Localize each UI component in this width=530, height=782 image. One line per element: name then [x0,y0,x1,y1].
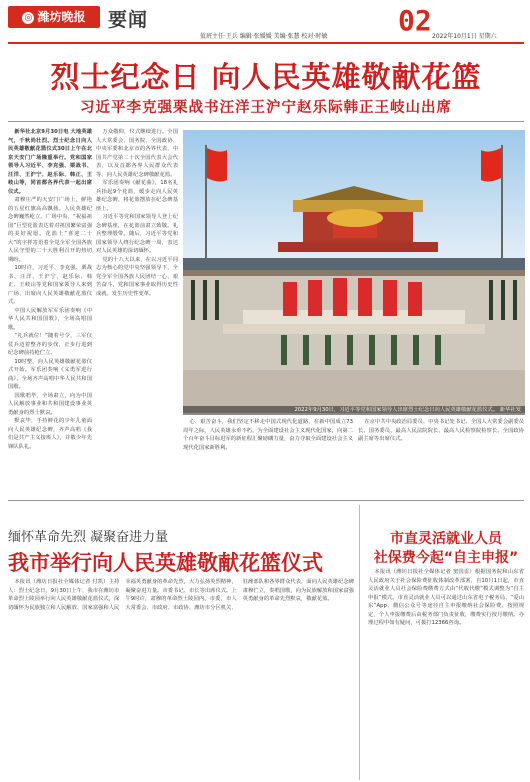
story-paragraph: 中国人民解放军军乐团奏响《中华人民共和国国歌》，全场高唱国歌。 [8,307,92,331]
story-paragraph: 10时许，习近平、李克强、栗战书、汪洋、王沪宁、赵乐际、韩正、王岐山等党和国家领导人来到广场，出席向人民英雄敬献花篮仪式。 [8,265,92,305]
story-paragraph: 10时整，向人民英雄敬献花篮仪式开始。军乐团奏响《义勇军进行曲》，全场齐声高唱中华人民共和国国歌。 [8,358,92,390]
ceremony-photo-illustration [183,130,525,413]
story-paragraph: 肃穆庄严的天安门广场上，鲜艳的五星红旗高高飘扬。人民英雄纪念碑巍然屹立。广场中央，“祝福祖国”巨型花篮表达着对祖国繁荣富强的美好祝愿。花篮上“喜迎二十大”的字样寄语着全党全军全国各族人民守望的二十大胜利召开的热切期盼。 [8,197,92,263]
story-paragraph: 万众敬仰，仪式继续进行。全国人大常委会、国务院、全国政协、中央军委和北京市的各界代表，中国共产党第二十次全国代表大会代表，以及首都各界人民群众代表等，向人民英雄纪念碑敬献花篮。 [96,129,178,178]
second-story-kicker: 缅怀革命先烈 凝聚奋进力量 [8,530,169,545]
masthead [0,0,530,40]
main-headline: 烈士纪念日 向人民英雄敬献花篮 [50,60,482,94]
editors-line: 值班主任·王兵 编辑·张媛媛 美编·张慧 校对·时敏 [200,33,328,40]
lead-paragraph: 新华社北京9月30日电 大地英雄气，千秋尚壮烈。烈士纪念日向人民英雄敬献花篮仪式30日上午在北京天安门广场隆重举行。党和国家领导人习近平、李克强、栗战书、汪洋、王沪宁、赵乐际、韩正、王岐山等，同首都各界代表一起出席仪式。 [8,129,92,195]
story-paragraph: “礼兵就位！”随着号令，三军仪仗兵迈着整齐的步伐，正步行进到纪念碑前持枪伫立。 [8,333,92,356]
lead-story-column-1 [8,128,92,496]
story-paragraph: 在京中共中央政治局委员、中央书记处书记、全国人大常委会副委员长、国务委员、最高人民法院院长、最高人民检察院检察长、全国政协副主席等出席仪式。 [358,419,524,442]
story-paragraph: 党的十八大以来，在以习近平同志为核心的党中央坚强领导下，全党全军全国各族人民团结一心、艰苦奋斗，党和国家事业取得历史性成就、发生历史性变革。 [96,256,178,297]
issue-date: 2022年10月1日 星期六 [432,33,497,40]
side-story-headline-line-2: 社保费今起“自主申报” [373,550,519,566]
lead-story-column-4 [358,418,524,496]
logo-mark-icon: ◎ [22,12,34,24]
story-paragraph: 默哀毕，手持鲜花的少年儿童面向人民英雄纪念碑，齐声高唱《我们是共产主义接班人》，并敬少年先锋队队礼。 [8,418,92,450]
headline-rule [8,121,524,122]
story-paragraph: 国歌唱毕，全场肃立，向为中国人民解放事业和共和国建设事业英勇献身的烈士默哀。 [8,392,92,416]
second-story-body [8,578,354,778]
story-paragraph: 本报讯（潍坊日报社全媒体记者 窦国雷）根据国务院和山东省人民政府关于社会保险费征收体制改革部署，自10月1日起，市直灵活就业人员社会保险费缴费方式由“代收代缴”模式调整为“自主申报”模式。市直灵活就业人员可以通过山东省电子税务局、“爱山东”App、微信公众号等途径自主申报缴纳社会保险费。按照规定，个人申报缴费后由税务部门负责征收，缴费实行按月缴纳。办理过程中如有疑问，可拨打12366咨询。 [368,569,524,626]
section-title: 要闻 [108,9,149,31]
ceremony-photo [183,130,525,413]
newspaper-logo [8,6,100,28]
story-paragraph: 本报讯（潍坊日报社全媒体记者 付凯）主持人：烈士纪念日，9月30日上午，我市在潍坊市革命烈士陵园举行向人民英雄敬献花篮仪式，深切缅怀为民族独立和人民解放、国家富强和人民幸福英勇献身的革命先烈，大力弘扬英烈精神，凝聚奋进力量。市委书记、市长等出席仪式。上午9时许，肃穆的革命烈士陵园内，市委、市人大常委会、市政府、市政协、潍坊市分区机关、驻潍部队和各界群众代表，面向人民英雄纪念碑肃穆伫立，奏唱国歌，向为民族解放和国家富强英勇献身的革命先烈默哀，敬献花篮。 [8,579,354,611]
lead-story-column-2 [96,128,178,496]
logo-text: 潍坊晚报 [37,10,86,24]
second-story-headline: 我市举行向人民英雄敬献花篮仪式 [8,551,323,575]
page-number: 02 [398,4,432,37]
lead-story-column-3 [183,418,353,496]
photo-caption: 2022年9月30日，习近平等党和国家领导人出席烈士纪念日向人民英雄敬献花篮仪式。 新华社发 [183,406,525,415]
column-divider [359,505,360,780]
masthead-rule [8,42,524,44]
story-paragraph: 习近平等党和国家领导人登上纪念碑基座，在花篮前肃立致敬。礼兵整理缎带。随后，习近平等党和国家领导人绕行纪念碑一周，表达对人民英雄的深切缅怀。 [96,214,178,254]
story-paragraph: 军乐团奏响《献花曲》，18名礼兵抬起9个花篮，缓步走向人民英雄纪念碑，将花篮摆放在纪念碑基座上。 [96,180,178,212]
side-story-body [368,568,524,778]
side-story-headline-line-1: 市直灵活就业人员 [390,531,502,547]
section-divider [8,500,524,501]
story-paragraph: 心、艰苦奋斗，我们坚定不移走中国式现代化道路，在新中国成立73周年之际，人民英雄永垂不朽，为全面建设社会主义现代化国家，向第二个百年奋斗目标进军的新征程汇聚磅礴力量，奋力夺取全面建设社会主义现代化国家新胜利。 [183,419,353,451]
main-subheadline: 习近平李克强栗战书汪洋王沪宁赵乐际韩正王岐山出席 [80,100,452,116]
